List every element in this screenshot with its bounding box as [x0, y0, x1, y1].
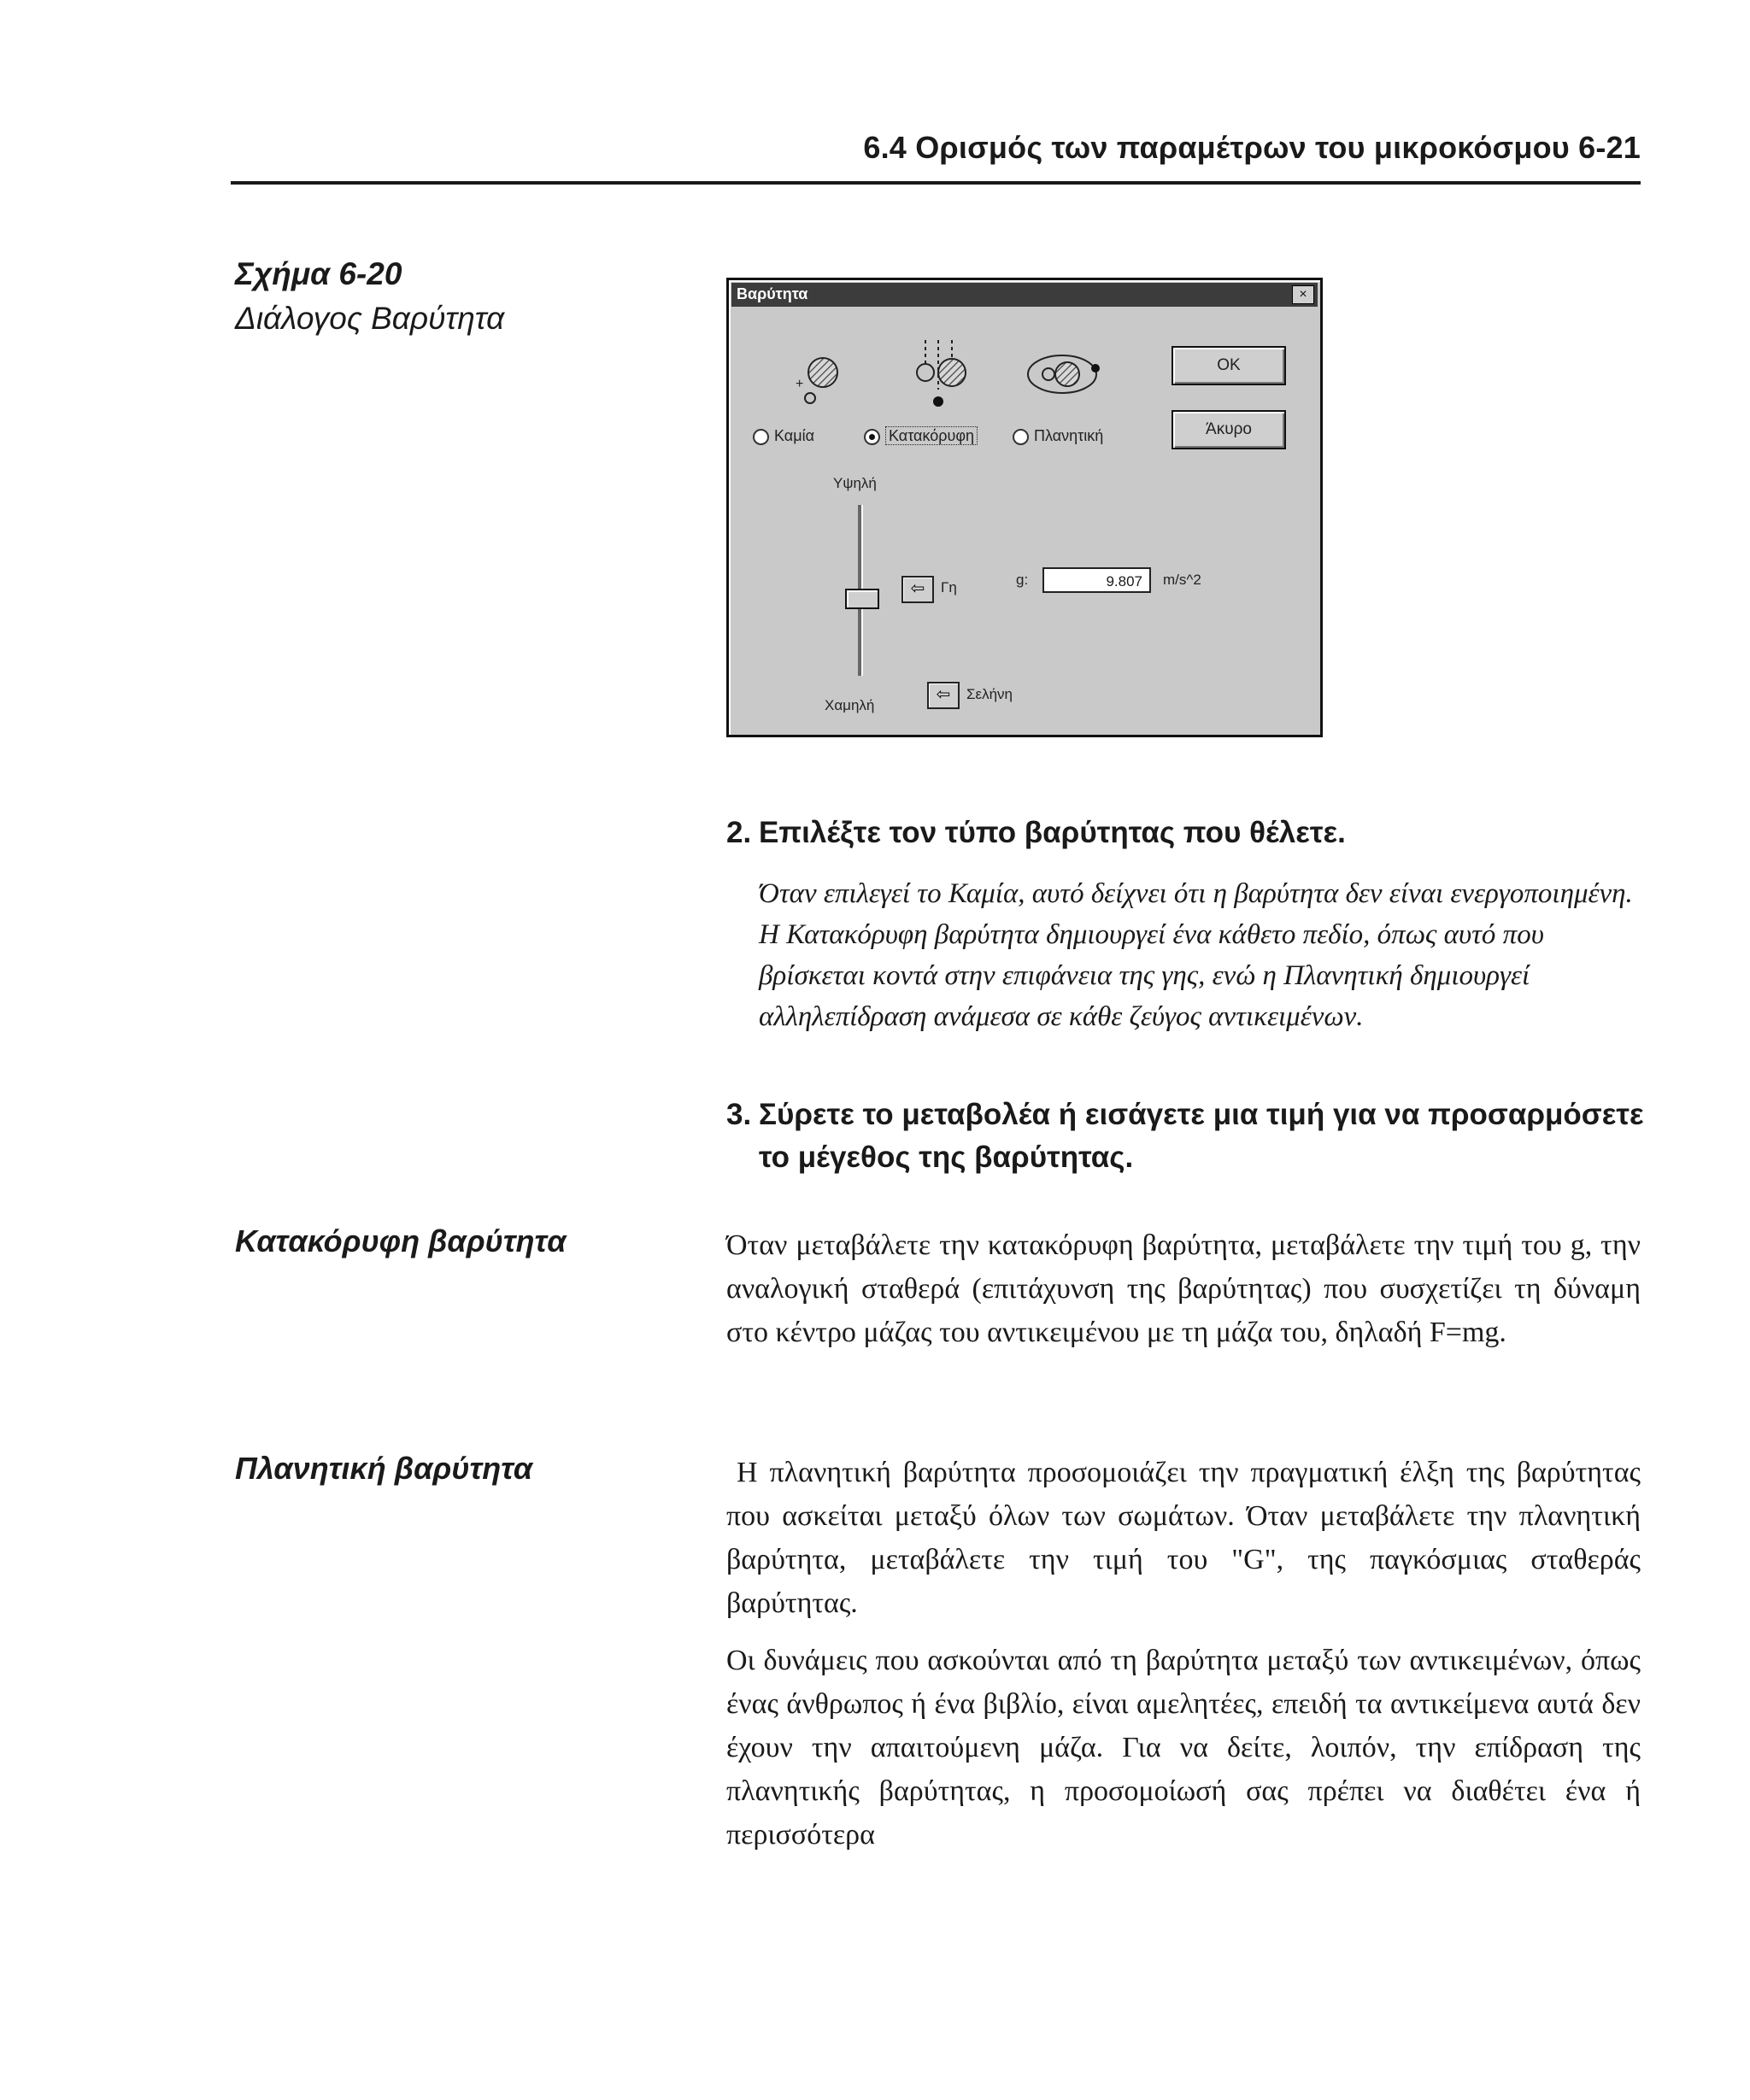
slider-high-label: Υψηλή — [833, 475, 877, 491]
earth-preset-label: Γη — [941, 579, 957, 595]
section-label-planetary: Πλανητική βαρύτητα — [235, 1451, 533, 1486]
figure-label: Σχήμα 6-20 — [235, 256, 402, 291]
close-button[interactable]: × — [1292, 285, 1314, 304]
page-header — [231, 120, 1641, 185]
radio-planetary-circle[interactable] — [1013, 429, 1029, 445]
radio-none-circle[interactable] — [753, 429, 769, 445]
radio-vertical[interactable] — [864, 427, 978, 445]
step-number: 3. — [726, 1098, 752, 1131]
g-value-input[interactable]: 9.807 — [1042, 567, 1151, 593]
step-text: Επιλέξτε τον τύπο βαρύτητας που θέλετε. — [759, 816, 1346, 849]
cancel-button[interactable]: Άκυρο — [1172, 410, 1286, 449]
no-gravity-icon — [796, 358, 837, 403]
radio-none[interactable] — [753, 427, 814, 445]
g-label: g: — [1016, 572, 1029, 588]
gravity-slider-thumb[interactable] — [845, 589, 879, 609]
slider-low-label: Χαμηλή — [825, 697, 875, 713]
figure-caption: Διάλογος Βαρύτητα — [235, 301, 505, 336]
radio-planetary[interactable] — [1013, 427, 1103, 445]
vertical-gravity-icon — [917, 340, 966, 407]
step-2-note: Όταν επιλεγεί το Καμία, αυτό δείχνει ότι η βαρύτητα δεν είναι ενεργοποιημένη. Η Κατακόρυφη βαρύτητα δημιουργεί ένα κάθετο πεδίο, όπως αυτό που βρίσκεται κοντά στην επιφάνεια της γης, ενώ η Πλανητική δημιουργεί αλληλεπίδραση ανάμεσα σε κάθε ζεύγος αντικειμένων. — [759, 878, 1633, 1032]
dialog-title: Βαρύτητα — [737, 285, 808, 302]
section-label-vertical: Κατακόρυφη βαρύτητα — [235, 1223, 567, 1258]
moon-preset-label: Σελήνη — [966, 686, 1013, 702]
g-units-label: m/s^2 — [1163, 572, 1201, 588]
step-text: Σύρετε το μεταβολέα ή εισάγετε μια τιμή για να προσαρμόσετε το μέγεθος της βαρύτητας. — [759, 1098, 1644, 1174]
radio-none-label: Καμία — [774, 427, 814, 444]
paragraph: Οι δυνάμεις που ασκούνται από τη βαρύτητα μεταξύ των αντικειμένων, όπως ένας άνθρωπος ή ένα βιβλίο, είναι αμελητέες, επειδή τα αντικείμενα αυτά δεν έχουν την απαιτούμενη μάζα. Για να δείτε, λοιπόν, την επίδραση της πλανητικής βαρύτητας, η προσομοίωσή σας πρέπει να διαθέτει ένα ή περισσότερα — [726, 1645, 1641, 1851]
step-number: 2. — [726, 816, 752, 849]
radio-vertical-circle[interactable] — [864, 429, 880, 445]
gravity-type-illustrations — [772, 330, 1130, 424]
svg-text:+: + — [796, 377, 804, 391]
paragraph: Όταν μεταβάλετε την κατακόρυφη βαρύτητα, μεταβάλετε την τιμή του g, την αναλογική σταθερά (επιτάχυνση της βαρύτητας) που συσχετίζει τη δύναμη στο κέντρο μάζας του αντικειμένου με τη μάζα του, δηλαδή F=mg. — [726, 1229, 1641, 1348]
radio-vertical-label: Κατακόρυφη — [885, 426, 978, 445]
paragraph: Η πλανητική βαρύτητα προσομοιάζει την πραγματική έλξη της βαρύτητας που ασκείται μεταξύ όλων των σωμάτων. Όταν μεταβάλετε την πλανητική βαρύτητα, μεταβάλετε την τιμή του "G", της παγκόσμιας σταθεράς βαρύτητας. — [726, 1457, 1641, 1619]
planetary-gravity-icon — [1028, 355, 1100, 393]
radio-planetary-label: Πλανητική — [1034, 427, 1104, 444]
earth-preset-button[interactable] — [901, 576, 934, 603]
arrow-left-icon: ⇦ — [910, 579, 925, 598]
header-title: 6.4 Ορισμός των παραμέτρων του μικροκόσμου 6-21 — [863, 130, 1641, 165]
ok-button[interactable]: OK — [1172, 346, 1286, 385]
arrow-left-icon: ⇦ — [936, 685, 951, 704]
gravity-dialog — [726, 278, 1323, 737]
dialog-titlebar — [731, 283, 1318, 307]
moon-preset-button[interactable] — [927, 682, 960, 709]
